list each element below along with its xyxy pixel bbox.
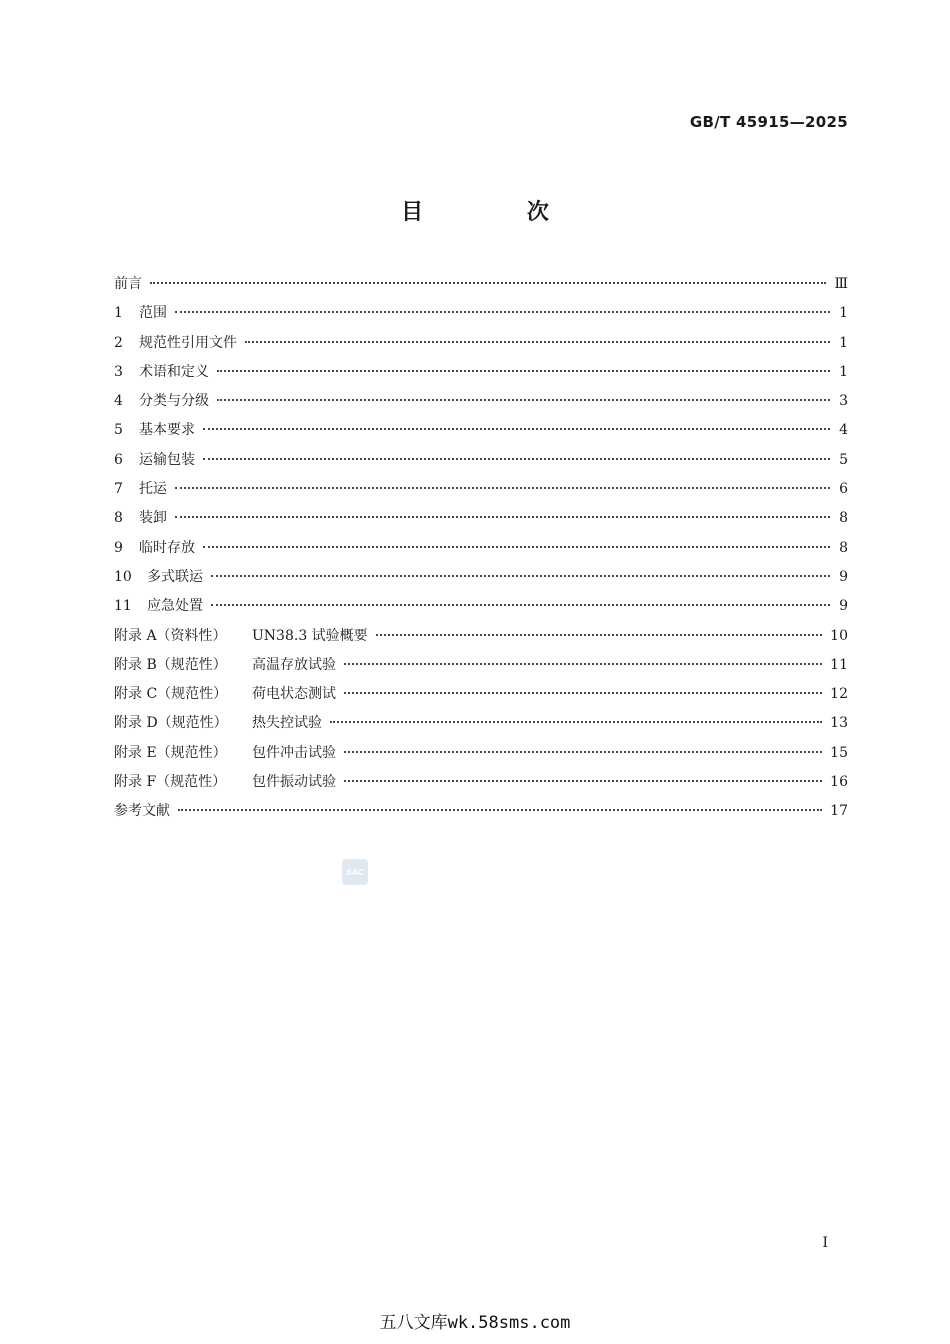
toc-leader-dots	[217, 399, 830, 401]
toc-entry-11[interactable]	[114, 592, 848, 621]
toc-entry-page: 16	[830, 774, 848, 791]
toc-leader-dots	[203, 428, 830, 430]
toc-entry-9[interactable]	[114, 534, 848, 563]
toc-entry-title: 高温存放试验	[252, 656, 336, 673]
toc-entry-page: 17	[830, 803, 848, 820]
toc-entry-number: 4	[114, 393, 123, 410]
toc-entry-title: 分类与分级	[139, 393, 209, 410]
toc-entry-8[interactable]	[114, 504, 848, 533]
toc-leader-dots	[211, 575, 830, 577]
toc-entry-number: 1	[114, 305, 123, 322]
toc-leader-dots	[150, 282, 826, 284]
toc-leader-dots	[217, 370, 830, 372]
toc-leader-dots	[203, 546, 830, 548]
toc-entry-3[interactable]	[114, 358, 848, 387]
toc-entry-page: Ⅲ	[834, 276, 848, 292]
toc-entry-7[interactable]	[114, 475, 848, 504]
toc-appendix-label: 附录 D（规范性）	[114, 715, 228, 732]
toc-entry-title: 装卸	[139, 510, 167, 527]
toc-entry-appendix-a[interactable]	[114, 622, 848, 651]
toc-entry-foreword[interactable]	[114, 270, 848, 299]
toc-entry-title: 热失控试验	[252, 715, 322, 732]
toc-leader-dots	[344, 663, 822, 665]
toc-entry-page: 8	[839, 539, 848, 556]
toc-entry-page: 8	[839, 510, 848, 527]
toc-leader-dots	[245, 341, 830, 343]
toc-entry-1[interactable]	[114, 299, 848, 328]
toc-leader-dots	[175, 311, 830, 313]
toc-entry-title: 应急处置	[147, 598, 203, 615]
toc-title: 目 次	[401, 200, 597, 225]
toc-entry-number: 10	[114, 568, 132, 585]
toc-entry-appendix-f[interactable]	[114, 768, 848, 797]
toc-entry-title: 包件冲击试验	[252, 744, 336, 761]
toc-entry-page: 10	[830, 627, 848, 644]
toc-entry-title: 前言	[114, 276, 142, 292]
toc-entry-title: 荷电状态测试	[252, 686, 336, 703]
toc-entry-number: 9	[114, 539, 123, 556]
toc-leader-dots	[344, 780, 822, 782]
toc-entry-number: 11	[114, 598, 132, 615]
toc-entry-page: 1	[839, 334, 848, 351]
toc-entry-page: 11	[830, 656, 848, 673]
toc-entry-title: 范围	[139, 305, 167, 322]
toc-entry-10[interactable]	[114, 563, 848, 592]
sac-watermark-logo: SAC	[342, 859, 368, 885]
toc-entry-5[interactable]	[114, 416, 848, 445]
toc-entry-title: 包件振动试验	[252, 774, 336, 791]
toc-leader-dots	[178, 809, 822, 811]
toc-entry-appendix-e[interactable]	[114, 739, 848, 768]
toc-leader-dots	[175, 516, 830, 518]
toc-entry-number: 7	[114, 481, 123, 498]
toc-entry-4[interactable]	[114, 387, 848, 416]
toc-entry-page: 1	[839, 363, 848, 380]
toc-entry-appendix-b[interactable]	[114, 651, 848, 680]
document-code: GB/T 45915—2025	[689, 113, 848, 131]
toc-appendix-label: 附录 B（规范性）	[114, 656, 227, 673]
toc-entry-page: 12	[830, 686, 848, 703]
page-number: I	[822, 1235, 828, 1251]
toc-entry-page: 9	[839, 568, 848, 585]
toc-entry-number: 6	[114, 451, 123, 468]
toc-entry-page: 1	[839, 305, 848, 322]
toc-entry-appendix-c[interactable]	[114, 680, 848, 709]
toc-entry-page: 9	[839, 598, 848, 615]
toc-entry-references[interactable]	[114, 797, 848, 826]
toc-leader-dots	[211, 604, 830, 606]
toc-entry-title: 多式联运	[147, 568, 203, 585]
toc-entry-title: 术语和定义	[139, 363, 209, 380]
toc-entry-title: 临时存放	[139, 539, 195, 556]
toc-entry-2[interactable]	[114, 329, 848, 358]
toc-leader-dots	[376, 634, 823, 636]
table-of-contents	[114, 270, 848, 827]
toc-appendix-label: 附录 A（资料性）	[114, 627, 227, 644]
toc-leader-dots	[344, 692, 822, 694]
toc-leader-dots	[344, 751, 822, 753]
toc-leader-dots	[203, 458, 830, 460]
toc-entry-title: 基本要求	[139, 422, 195, 439]
toc-entry-page: 3	[839, 393, 848, 410]
toc-appendix-label: 附录 C（规范性）	[114, 686, 228, 703]
toc-entry-page: 13	[830, 715, 848, 732]
toc-entry-number: 3	[114, 363, 123, 380]
toc-entry-page: 4	[839, 422, 848, 439]
toc-appendix-label: 附录 F（规范性）	[114, 774, 227, 791]
toc-entry-number: 5	[114, 422, 123, 439]
toc-entry-appendix-d[interactable]	[114, 709, 848, 738]
toc-leader-dots	[175, 487, 830, 489]
toc-entry-page: 6	[839, 481, 848, 498]
toc-entry-page: 5	[839, 451, 848, 468]
toc-entry-title: 托运	[139, 481, 167, 498]
toc-entry-page: 15	[830, 744, 848, 761]
toc-appendix-label: 附录 E（规范性）	[114, 744, 227, 761]
toc-entry-number: 8	[114, 510, 123, 527]
toc-entry-6[interactable]	[114, 446, 848, 475]
footer-site-text: 五八文库wk.58sms.com	[379, 1313, 571, 1333]
toc-leader-dots	[330, 721, 822, 723]
toc-entry-title: 参考文献	[114, 803, 170, 820]
toc-entry-title: 规范性引用文件	[139, 334, 237, 351]
toc-entry-title: 运输包装	[139, 451, 195, 468]
toc-entry-title: UN38.3 试验概要	[252, 627, 368, 644]
toc-entry-number: 2	[114, 334, 123, 351]
